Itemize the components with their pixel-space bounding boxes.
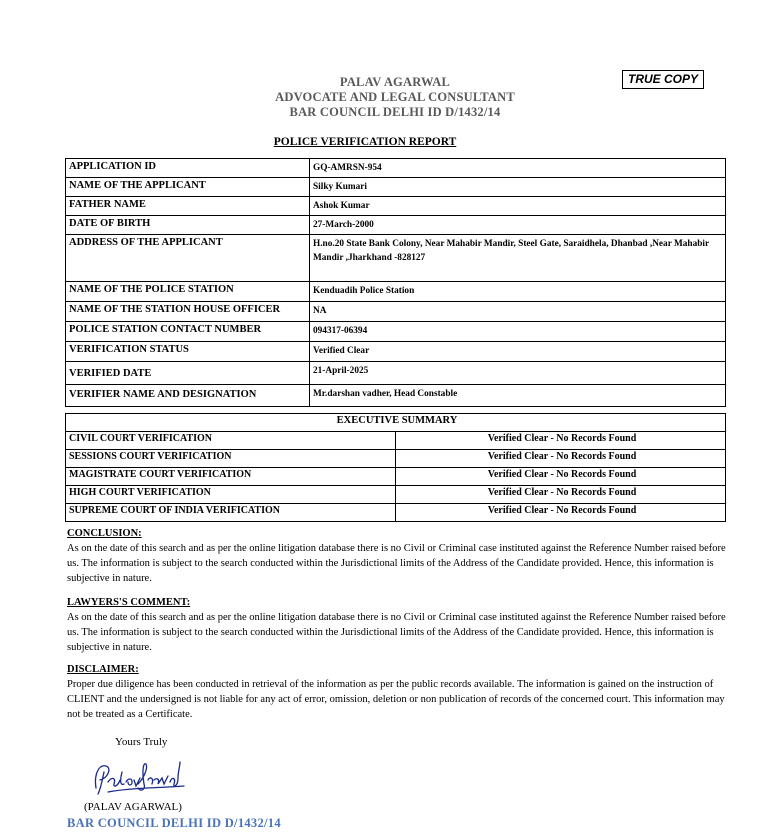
signature-icon [88,758,188,798]
row-value: NA [310,302,726,322]
table-header-row [66,414,726,432]
row-label: APPLICATION ID [66,159,310,178]
row-value: Verified Clear - No Records Found [396,468,726,486]
lawyer-name: PALAV AGARWAL [339,75,451,89]
row-label: NAME OF THE APPLICANT [66,178,310,197]
lawyers-comment-heading: LAWYERS'S COMMENT: [67,597,191,608]
executive-summary-heading: EXECUTIVE SUMMARY [66,414,726,432]
row-label: NAME OF THE POLICE STATION [66,282,310,302]
row-label: VERIFIER NAME AND DESIGNATION [66,385,310,407]
row-value: 27-March-2000 [310,216,726,235]
row-value: Verified Clear - No Records Found [396,486,726,504]
row-value: GQ-AMRSN-954 [310,159,726,178]
row-label: ADDRESS OF THE APPLICANT [66,235,310,282]
signatory-bar-id: BAR COUNCIL DELHI ID D/1432/14 [67,816,281,830]
table-row [66,235,726,282]
conclusion-section [67,526,727,586]
lawyers-comment-text: As on the date of this search and as per the online litigation database there is no Civil or Criminal case instituted against the Reference Number raised before us. The information is subject to the search conducted within the Jurisdictional limits of the Address of the Candidate provided. Hence, this information is subjective in nature. [67,612,726,653]
executive-summary-table [65,413,726,522]
row-value: Silky Kumari [310,178,726,197]
disclaimer-heading: DISCLAIMER: [67,664,139,675]
table-row [66,302,726,322]
lawyer-title: ADVOCATE AND LEGAL CONSULTANT [275,90,515,104]
row-label: CIVIL COURT VERIFICATION [66,432,396,450]
details-table [65,158,726,407]
true-copy-stamp: TRUE COPY [622,70,704,89]
table-row [66,450,726,468]
row-value: Kenduadih Police Station [310,282,726,302]
disclaimer-text: Proper due diligence has been conducted in retrieval of the information as per the public records available. The information is gained on the instruction of CLIENT and the undersigned is not liable for any act of error, omission, deletion or non publication of records of the concerned court. This information may not be treated as a Certificate. [67,679,725,720]
table-row [66,159,726,178]
table-row [66,504,726,522]
table-row [66,197,726,216]
row-value: 094317-06394 [310,322,726,342]
table-row [66,486,726,504]
row-label: VERIFICATION STATUS [66,342,310,362]
table-row [66,282,726,302]
row-value: Ashok Kumar [310,197,726,216]
table-row [66,432,726,450]
row-value: Verified Clear - No Records Found [396,432,726,450]
bar-council-id: BAR COUNCIL DELHI ID D/1432/14 [289,105,501,119]
table-row [66,385,726,407]
row-label: NAME OF THE STATION HOUSE OFFICER [66,302,310,322]
row-value: Verified Clear - No Records Found [396,450,726,468]
row-label: HIGH COURT VERIFICATION [66,486,396,504]
row-label: FATHER NAME [66,197,310,216]
signatory-name: (PALAV AGARWAL) [84,801,182,813]
report-title: POLICE VERIFICATION REPORT [273,136,457,148]
table-row [66,342,726,362]
lawyers-comment-section [67,595,727,655]
row-value: 21-April-2025 [310,362,726,385]
row-label: SESSIONS COURT VERIFICATION [66,450,396,468]
conclusion-text: As on the date of this search and as per the online litigation database there is no Civil or Criminal case instituted against the Reference Number raised before us. The information is subject to the search conducted within the Jurisdictional limits of the Address of the Candidate provided. Hence, this information is subjective in nature. [67,543,726,584]
table-row [66,362,726,385]
row-value: Verified Clear - No Records Found [396,504,726,522]
table-row [66,468,726,486]
closing: Yours Truly [115,736,168,748]
row-label: POLICE STATION CONTACT NUMBER [66,322,310,342]
row-value: Mr.darshan vadher, Head Constable [310,385,726,407]
table-row [66,322,726,342]
row-label: VERIFIED DATE [66,362,310,385]
table-row [66,216,726,235]
disclaimer-section [67,662,727,722]
table-row [66,178,726,197]
conclusion-heading: CONCLUSION: [67,528,142,539]
row-label: DATE OF BIRTH [66,216,310,235]
row-value: H.no.20 State Bank Colony, Near Mahabir Mandir, Steel Gate, Saraidhela, Dhanbad ,Near Mahabir Mandir ,Jharkhand -828127 [310,235,726,282]
row-label: MAGISTRATE COURT VERIFICATION [66,468,396,486]
row-value: Verified Clear [310,342,726,362]
row-label: SUPREME COURT OF INDIA VERIFICATION [66,504,396,522]
